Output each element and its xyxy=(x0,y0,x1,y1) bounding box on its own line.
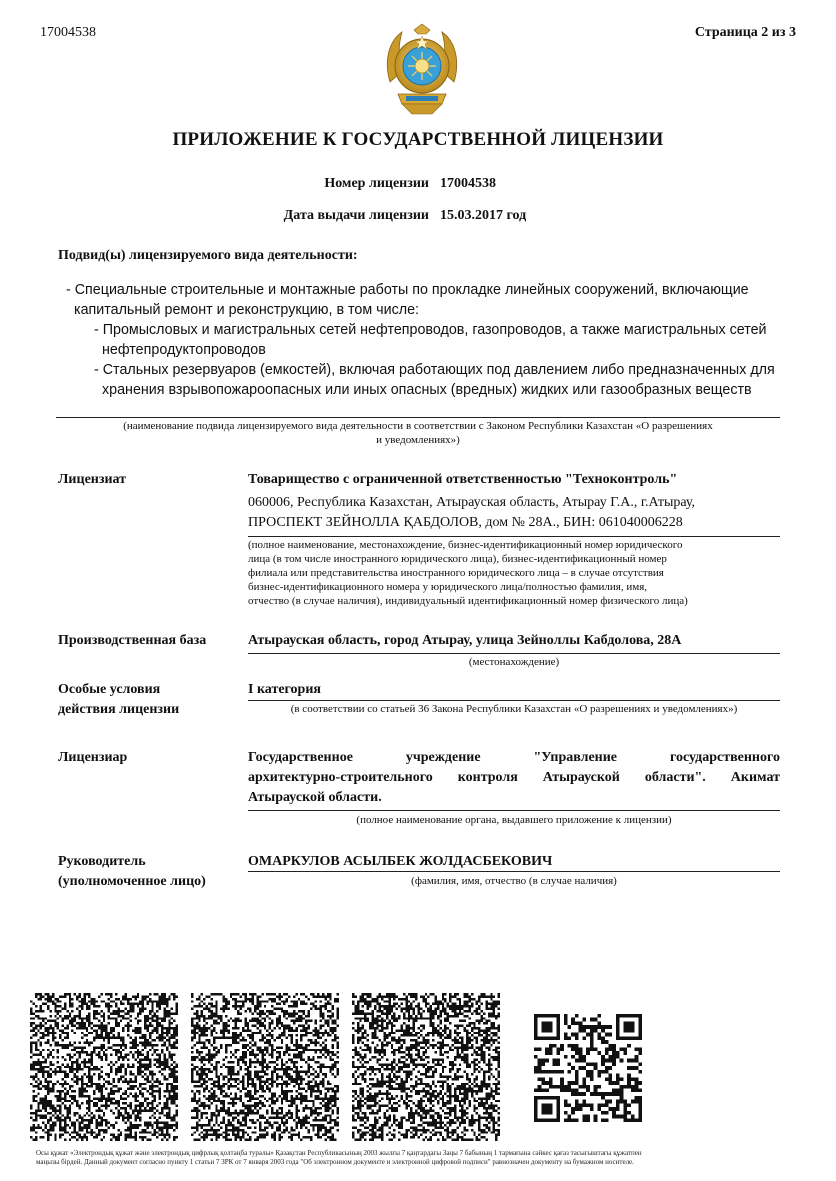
activity-item xyxy=(66,280,786,320)
special-conditions-label-line: действия лицензии xyxy=(58,702,180,717)
production-base-note: (местонахождение) xyxy=(468,656,560,668)
document-title: ПРИЛОЖЕНИЕ К ГОСУДАРСТВЕННОЙ ЛИЦЕНЗИИ xyxy=(172,129,664,150)
activity-subitem xyxy=(94,360,794,400)
special-conditions-value: I категория xyxy=(248,682,321,697)
divider xyxy=(248,871,780,872)
head-label-line: Руководитель xyxy=(58,854,146,869)
licensor-value xyxy=(248,748,780,808)
licensor-label: Лицензиар xyxy=(58,750,128,765)
licensor-line: архитектурно-строительного контроля Атырауской области". Акимат xyxy=(248,770,780,785)
licensee-note xyxy=(248,538,780,608)
head-value: ОМАРКУЛОВ АСЫЛБЕК ЖОЛДАСБЕКОВИЧ xyxy=(248,854,553,869)
activity-item-text: - Специальные строительные и монтажные работы по прокладке линейных сооружений, включающие xyxy=(66,282,749,298)
production-base-label: Производственная база xyxy=(58,633,207,648)
activity-subitem xyxy=(94,320,794,360)
license-number-value: 17004538 xyxy=(440,176,496,191)
divider xyxy=(248,700,780,701)
licensor-note: (полное наименование органа, выдавшего приложение к лицензии) xyxy=(356,814,672,826)
divider xyxy=(56,417,780,418)
activity-note-line: и уведомлениях») xyxy=(376,434,460,446)
special-conditions-note: (в соответствии со статьей 36 Закона Республики Казахстан «О разрешениях и уведомлениях») xyxy=(290,703,738,715)
state-emblem-icon xyxy=(382,22,462,118)
licensee-label: Лицензиат xyxy=(58,472,127,487)
activity-subitem-text: нефтепродуктопроводов xyxy=(102,342,266,358)
special-conditions-label xyxy=(58,680,179,720)
document-number: 17004538 xyxy=(40,25,96,40)
special-conditions-label-line: Особые условия xyxy=(58,682,161,697)
qr-code-icon xyxy=(534,1014,642,1122)
activity-subitem-text: - Промысловых и магистральных сетей нефтепроводов, газопроводов, а также магистральных сетей xyxy=(94,322,767,338)
activity-subitem-text: - Стальных резервуаров (емкостей), включая работающих под давлением либо предназначенных для xyxy=(94,362,775,378)
licensee-address-line: 060006, Республика Казахстан, Атырауская область, Атырау Г.А., г.Атырау, xyxy=(248,495,696,510)
page-indicator: Страница 2 из 3 xyxy=(694,25,796,40)
activity-note xyxy=(56,419,780,447)
footer-line: Осы құжат «Электрондық құжат және электрондық цифрлық қолтаңба туралы» Қазақстан Республикасының 2003 жылғы 7 қаңтардағы Заңы 7 бабының 1 тармағына сәйкес қағаз тасығыштағы құжатпен xyxy=(36,1149,642,1157)
head-note: (фамилия, имя, отчество (в случае наличия) xyxy=(411,875,617,887)
licensee-name: Товарищество с ограниченной ответственностью "Техноконтроль" xyxy=(248,472,678,487)
license-number-label: Номер лицензии xyxy=(324,176,429,191)
divider xyxy=(248,810,780,811)
qr-code-icon xyxy=(191,993,339,1141)
licensee-note-line: филиала или представительства иностранного юридического лица – в случае отсутствия xyxy=(248,567,664,579)
licensee-note-line: (полное наименование, местонахождение, бизнес-идентификационный номер юридического xyxy=(248,539,683,551)
licensee-address-line: ПРОСПЕКТ ЗЕЙНОЛЛА ҚАБДОЛОВ, дом № 28А., БИН: 061040006228 xyxy=(248,515,683,530)
license-date-value: 15.03.2017 год xyxy=(440,208,527,223)
activity-item-text: капитальный ремонт и реконструкцию, в том числе: xyxy=(74,302,420,318)
licensee-note-line: бизнес-идентификационного номера у юридического лица/полностью фамилия, имя, xyxy=(248,581,648,593)
licensee-note-line: лица (в том числе иностранного юридического лица), бизнес-идентификационный номер xyxy=(248,553,667,565)
license-number-row xyxy=(0,176,836,196)
head-label-line: (уполномоченное лицо) xyxy=(58,874,206,889)
qr-code-icon xyxy=(352,993,500,1141)
activity-note-line: (наименование подвида лицензируемого вида деятельности в соответствии с Законом Республики Казахстан «О разрешениях xyxy=(123,420,713,432)
divider xyxy=(248,536,780,537)
licensor-line: Государственное учреждение "Управление государственного xyxy=(248,750,780,765)
qr-code-icon xyxy=(30,993,178,1141)
head-label xyxy=(58,852,206,892)
licensor-line: Атырауской области. xyxy=(248,790,382,805)
license-date-row xyxy=(0,208,836,228)
license-date-label: Дата выдачи лицензии xyxy=(283,208,429,223)
footer-legal-note xyxy=(36,1149,812,1167)
licensee-note-line: отчество (в случае наличия), индивидуальный идентификационный номер физического лица) xyxy=(248,595,688,607)
divider xyxy=(248,653,780,654)
footer-line: маңызы бірдей. Данный документ согласно пункту 1 статьи 7 ЗРК от 7 января 2003 года "Об электронном документе и электронной цифровой подписи" равнозначен документу на бумажном носителе. xyxy=(36,1158,634,1166)
activity-subitem-text: хранения взрывопожароопасных или иных опасных (вредных) жидких или газообразных веществ xyxy=(102,382,752,398)
production-base-value: Атырауская область, город Атырау, улица Зейноллы Кабдолова, 28А xyxy=(248,633,682,648)
activity-heading: Подвид(ы) лицензируемого вида деятельности: xyxy=(58,248,358,263)
